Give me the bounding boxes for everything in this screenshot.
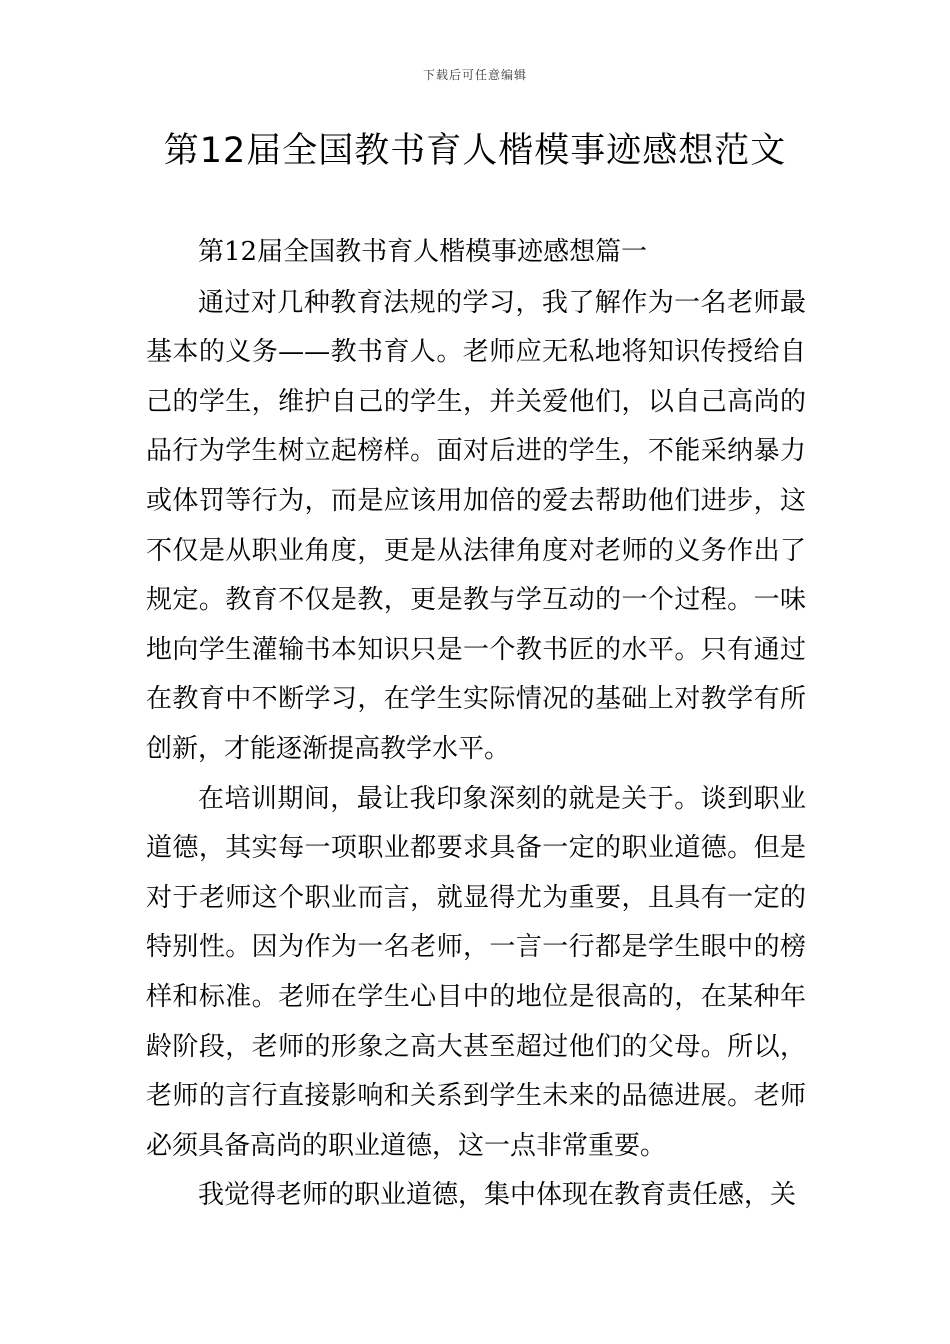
body-paragraph-1: 通过对几种教育法规的学习，我了解作为一名老师最基本的义务——教书育人。老师应无私地将知识传授给自己的学生，维护自己的学生，并关爱他们，以自己高尚的品行为学生树立起榜样。面对后进的学生，不能采纳暴力或体罚等行为，而是应该用加倍的爱去帮助他们进步，这不仅是从职业角度，更是从法律角度对老师的义务作出了规定。教育不仅是教，更是教与学互动的一个过程。一味地向学生灌输书本知识只是一个教书匠的水平。只有通过在教育中不断学习，在学生实际情况的基础上对教学有所创新，才能逐渐提高教学水平。 [146, 287, 806, 764]
body-paragraph-3: 我觉得老师的职业道德，集中体现在教育责任感，关 [198, 1180, 797, 1211]
document-body [146, 228, 806, 1221]
header-note: 下载后可任意编辑 [422, 68, 527, 82]
section-subheading: 第12届全国教书育人楷模事迹感想篇一 [198, 237, 648, 267]
document-title: 第12届全国教书育人楷模事迹感想范文 [163, 131, 787, 171]
body-paragraph-2: 在培训期间，最让我印象深刻的就是关于。谈到职业道德，其实每一项职业都要求具备一定的职业道德。但是对于老师这个职业而言，就显得尤为重要，且具有一定的特别性。因为作为一名老师，一言一行都是学生眼中的榜样和标准。老师在学生心目中的地位是很高的，在某种年龄阶段，老师的形象之高大甚至超过他们的父母。所以，老师的言行直接影响和关系到学生未来的品德进展。老师必须具备高尚的职业道德，这一点非常重要。 [146, 783, 806, 1161]
